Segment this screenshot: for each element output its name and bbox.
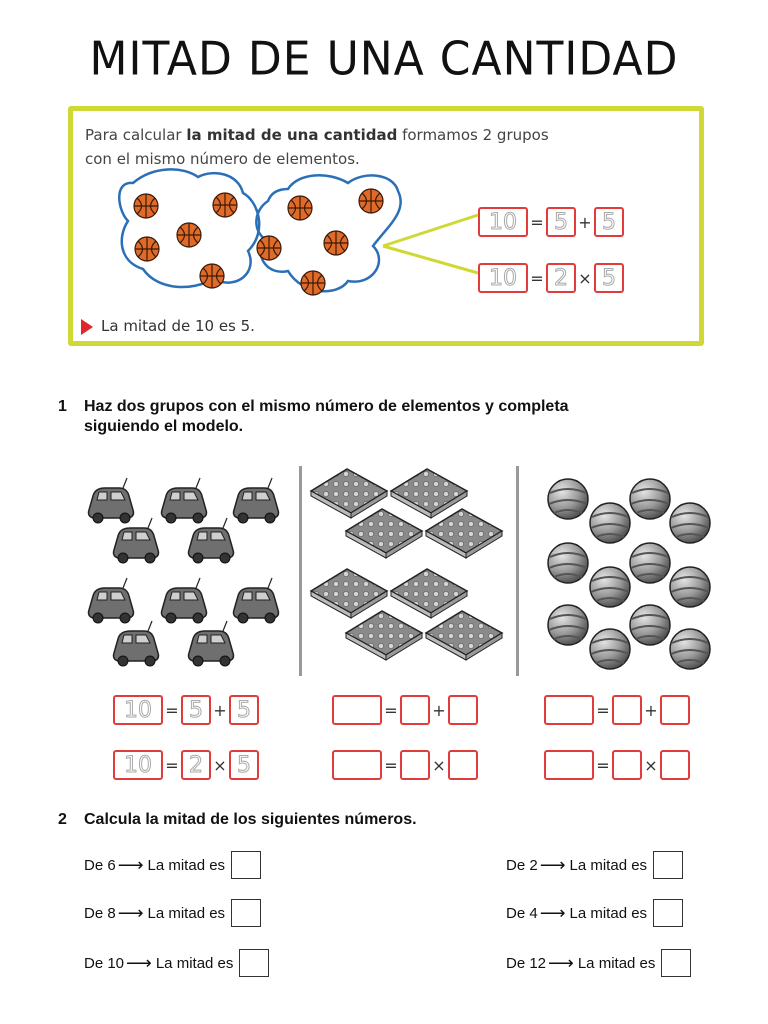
- plus-sign: +: [432, 700, 446, 720]
- basketball-icon: [135, 237, 159, 261]
- number-label: De 10: [84, 954, 125, 972]
- answer-box[interactable]: [400, 750, 430, 780]
- answer-label: La mitad es: [569, 904, 648, 922]
- answer-box: 10: [113, 750, 163, 780]
- answer-box[interactable]: [544, 750, 594, 780]
- basketball-icon: [301, 271, 325, 295]
- arrow-icon: ⟶: [126, 952, 152, 973]
- answer-box[interactable]: [448, 695, 478, 725]
- arrow-icon: ⟶: [548, 952, 574, 973]
- half-item-left-3: [84, 948, 269, 978]
- ball-icon: [670, 503, 710, 543]
- ball-icon: [630, 479, 670, 519]
- answer-label: La mitad es: [147, 904, 226, 922]
- answer-box[interactable]: [332, 695, 382, 725]
- answer-box[interactable]: [448, 750, 478, 780]
- number-label: De 2: [506, 856, 538, 874]
- basketballs: [134, 189, 383, 295]
- basketball-icon: [359, 189, 383, 213]
- equation-box: 5: [594, 207, 624, 237]
- times-sign: ×: [578, 268, 592, 288]
- equation-box: 2: [546, 263, 576, 293]
- plus-sign: +: [213, 700, 227, 720]
- ball-icon: [630, 605, 670, 645]
- car-icon: [89, 578, 134, 623]
- balls-icon: [530, 465, 730, 675]
- arrow-icon: ⟶: [539, 902, 566, 923]
- basketball-icon: [257, 236, 281, 260]
- equals-sign: =: [530, 212, 544, 232]
- answer-box: 5: [229, 695, 259, 725]
- basketball-icon: [324, 231, 348, 255]
- intro-line1-post: formamos 2 grupos: [397, 126, 549, 144]
- intro-equation-product: [478, 261, 624, 295]
- equation-box: 5: [594, 263, 624, 293]
- intro-equation-sum: [478, 205, 624, 239]
- half-item-right-1: [506, 850, 683, 880]
- half-item-left-2: [84, 898, 261, 928]
- equals-sign: =: [596, 700, 610, 720]
- answer-box[interactable]: [661, 949, 691, 977]
- ball-icon: [548, 479, 588, 519]
- notebook-icon: [426, 611, 502, 660]
- notebook-icon: [391, 569, 467, 618]
- car-icon: [234, 578, 279, 623]
- equals-sign: =: [384, 700, 398, 720]
- answer-box[interactable]: [612, 695, 642, 725]
- equation-box: 10: [478, 263, 528, 293]
- number-label: De 8: [84, 904, 116, 922]
- exercise2-number: 2: [58, 811, 67, 828]
- times-sign: ×: [432, 755, 446, 775]
- answer-label: La mitad es: [577, 954, 656, 972]
- conclusion-text: La mitad de 10 es 5.: [101, 317, 255, 335]
- ball-icon: [590, 503, 630, 543]
- answer-box[interactable]: [660, 750, 690, 780]
- ball-icon: [590, 567, 630, 607]
- answer-box[interactable]: [231, 851, 261, 879]
- number-label: De 6: [84, 856, 116, 874]
- notebook-icon: [426, 509, 502, 558]
- ball-icon: [548, 605, 588, 645]
- group1-equation-product: [113, 748, 259, 782]
- car-icon: [114, 518, 159, 563]
- plus-sign: +: [578, 212, 592, 232]
- group2-equation-sum: [332, 693, 478, 727]
- notebook-icon: [311, 469, 387, 518]
- car-icon: [189, 518, 234, 563]
- answer-box[interactable]: [544, 695, 594, 725]
- half-item-right-3: [506, 948, 691, 978]
- car-icon: [162, 478, 207, 523]
- notebook-icon: [391, 469, 467, 518]
- times-sign: ×: [644, 755, 658, 775]
- exercise2-title-text: Calcula la mitad de los siguientes números.: [84, 811, 417, 828]
- answer-label: La mitad es: [147, 856, 226, 874]
- answer-label: La mitad es: [155, 954, 234, 972]
- plus-sign: +: [644, 700, 658, 720]
- intro-box: [68, 106, 704, 346]
- group3-equation-sum: [544, 693, 690, 727]
- answer-box: 2: [181, 750, 211, 780]
- car-icon: [162, 578, 207, 623]
- answer-box[interactable]: [612, 750, 642, 780]
- notebook-icon: [346, 509, 422, 558]
- half-item-right-2: [506, 898, 683, 928]
- basketball-icon: [200, 264, 224, 288]
- arrow-icon: ⟶: [117, 854, 144, 875]
- basketball-icon: [134, 194, 158, 218]
- exercise1-title-line1: Haz dos grupos con el mismo número de elementos y completa: [84, 398, 569, 415]
- divider: [516, 466, 519, 676]
- answer-box[interactable]: [653, 899, 683, 927]
- answer-box[interactable]: [660, 695, 690, 725]
- basketball-icon: [213, 193, 237, 217]
- ball-icon: [670, 567, 710, 607]
- exercise1-title: [58, 397, 569, 437]
- cars-icon: [80, 465, 295, 675]
- times-sign: ×: [213, 755, 227, 775]
- arrow-icon: ⟶: [117, 902, 144, 923]
- notebook-icon: [311, 569, 387, 618]
- equation-box: 5: [546, 207, 576, 237]
- equals-sign: =: [596, 755, 610, 775]
- exercise2-title: [58, 810, 417, 830]
- red-arrow-icon: [81, 319, 93, 335]
- group3-equation-product: [544, 748, 690, 782]
- intro-line1-bold: la mitad de una cantidad: [186, 126, 398, 144]
- answer-label: La mitad es: [569, 856, 648, 874]
- equals-sign: =: [384, 755, 398, 775]
- car-icon: [89, 478, 134, 523]
- basketball-icon: [288, 196, 312, 220]
- intro-line2: con el mismo número de elementos.: [85, 150, 360, 168]
- half-item-left-1: [84, 850, 261, 880]
- intro-line1-pre: Para calcular: [85, 126, 187, 144]
- page-title: MITAD DE UNA CANTIDAD: [89, 32, 679, 87]
- equation-box: 10: [478, 207, 528, 237]
- connector-lines: [383, 215, 478, 273]
- exercise1-number: 1: [58, 398, 67, 415]
- answer-box: 5: [229, 750, 259, 780]
- answer-box[interactable]: [653, 851, 683, 879]
- car-icon: [114, 621, 159, 666]
- exercise1-title-line2: siguiendo el modelo.: [84, 418, 244, 435]
- equals-sign: =: [530, 268, 544, 288]
- notebook-icon: [346, 611, 422, 660]
- number-label: De 12: [506, 954, 547, 972]
- answer-box: 5: [181, 695, 211, 725]
- group2-equation-product: [332, 748, 478, 782]
- equals-sign: =: [165, 700, 179, 720]
- car-icon: [234, 478, 279, 523]
- number-label: De 4: [506, 904, 538, 922]
- ball-icon: [590, 629, 630, 669]
- arrow-icon: ⟶: [539, 854, 566, 875]
- answer-box[interactable]: [239, 949, 269, 977]
- divider: [299, 466, 302, 676]
- ball-icon: [670, 629, 710, 669]
- ball-icon: [548, 543, 588, 583]
- answer-box: 10: [113, 695, 163, 725]
- basketball-icon: [177, 223, 201, 247]
- car-icon: [189, 621, 234, 666]
- ball-icon: [630, 543, 670, 583]
- group1-equation-sum: [113, 693, 259, 727]
- answer-box[interactable]: [400, 695, 430, 725]
- equals-sign: =: [165, 755, 179, 775]
- notebooks-icon: [308, 465, 513, 675]
- answer-box[interactable]: [231, 899, 261, 927]
- answer-box[interactable]: [332, 750, 382, 780]
